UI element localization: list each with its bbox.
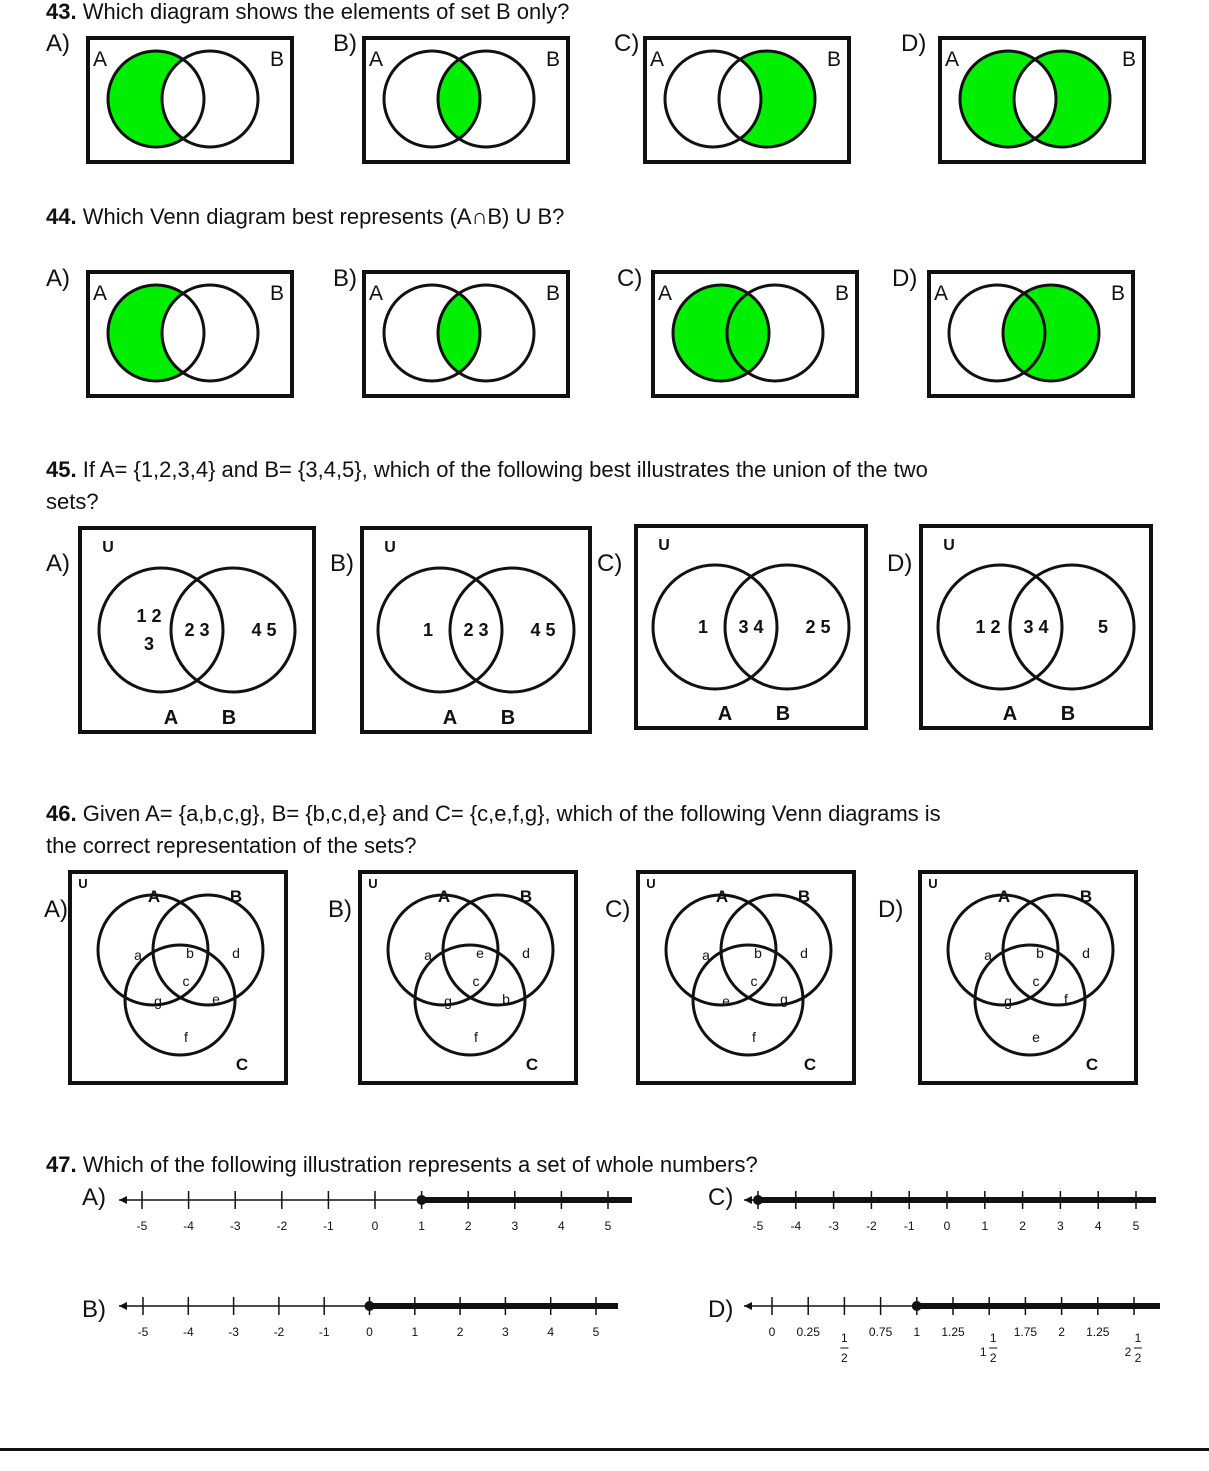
tick-label: 2	[464, 1219, 472, 1233]
tick-label: 1.25	[941, 1325, 965, 1339]
tick-label: 0	[366, 1325, 373, 1339]
tick-label: 1	[979, 1345, 987, 1359]
tick-label: -2	[276, 1219, 288, 1233]
set-b-label: B	[546, 48, 561, 71]
region-ab: e	[476, 945, 484, 961]
region-bc: e	[212, 991, 220, 1007]
region-ab: b	[186, 945, 194, 961]
option-label-c[interactable]: C)	[605, 896, 631, 923]
region-abc: c	[472, 973, 480, 989]
closed-endpoint	[365, 1301, 375, 1311]
region-abc: c	[750, 973, 758, 989]
tick-label: -4	[790, 1219, 802, 1233]
option-label-c[interactable]: C)	[617, 265, 643, 292]
number-line[interactable]	[740, 1292, 1165, 1372]
set-b-label: B	[827, 48, 842, 71]
set-a-label: A	[93, 282, 108, 305]
option-label-c[interactable]: C)	[614, 30, 640, 57]
arrow-left	[744, 1302, 752, 1310]
tick-label: -4	[183, 1219, 194, 1233]
venn-diagram[interactable]	[919, 524, 1153, 730]
set-b-label: B	[835, 282, 850, 305]
set-b-label: B	[775, 703, 791, 725]
set-a-label: A	[437, 887, 451, 906]
venn-diagram[interactable]	[634, 524, 868, 730]
set-b-label: B	[519, 887, 533, 906]
option-label-d[interactable]: D)	[892, 265, 918, 292]
tick-label: 1	[989, 1331, 997, 1345]
option-label-b[interactable]: B)	[82, 1296, 106, 1323]
region-a-only: 3	[143, 634, 155, 654]
tick-label: -5	[137, 1325, 149, 1339]
region-abc: c	[182, 973, 190, 989]
region-abc: c	[1032, 973, 1040, 989]
universe-label: U	[78, 876, 88, 891]
region-a-only: 1 2	[975, 617, 1001, 637]
set-a-label: A	[717, 703, 733, 725]
venn-diagram[interactable]	[86, 270, 294, 398]
set-c-label: C	[1085, 1055, 1099, 1074]
question-47: 47. Which of the following illustration represents a set of whole numbers?	[46, 1152, 758, 1177]
venn-diagram[interactable]	[918, 870, 1138, 1085]
option-label-b[interactable]: B)	[330, 550, 354, 577]
region-c-only: f	[474, 1029, 478, 1045]
option-label-d[interactable]: D)	[887, 550, 913, 577]
universe-label: U	[928, 876, 938, 891]
set-a-label: A	[715, 887, 729, 906]
venn-diagram[interactable]	[636, 870, 856, 1085]
venn-diagram[interactable]	[927, 270, 1135, 398]
tick-label: -4	[182, 1325, 194, 1339]
tick-label: 1	[981, 1219, 989, 1233]
region-intersection: 3 4	[738, 617, 764, 637]
region-ab: b	[1036, 945, 1044, 961]
venn-diagram[interactable]	[358, 870, 578, 1085]
tick-label: 2	[989, 1351, 997, 1365]
tick-label: 5	[592, 1325, 600, 1339]
tick-label: -3	[229, 1219, 241, 1233]
venn-diagram[interactable]	[643, 36, 851, 164]
set-b-label: B	[500, 707, 516, 729]
number-line[interactable]	[115, 1292, 625, 1352]
question-44: 44. Which Venn diagram best represents (A∩B) U B?	[46, 204, 565, 229]
venn-diagram[interactable]	[86, 36, 294, 164]
set-b-label: B	[270, 48, 285, 71]
tick-label: 1	[913, 1325, 921, 1339]
tick-label: 1	[841, 1331, 848, 1345]
venn-diagram[interactable]	[68, 870, 288, 1085]
venn-diagram[interactable]	[651, 270, 859, 398]
tick-label: 2	[1019, 1219, 1026, 1233]
universe-label: U	[658, 537, 670, 554]
region-a-only: a	[702, 947, 710, 963]
option-label-a[interactable]: A)	[46, 550, 70, 577]
arrow-left	[119, 1302, 127, 1310]
set-c-label: C	[525, 1055, 539, 1074]
option-label-a[interactable]: A)	[46, 30, 70, 57]
set-a-label: A	[163, 707, 179, 729]
option-label-c[interactable]: C)	[597, 550, 623, 577]
arrow-left	[744, 1196, 752, 1204]
tick-label: 1	[418, 1219, 425, 1233]
region-b-only: 5	[1097, 617, 1109, 637]
region-ac: g	[444, 993, 452, 1009]
region-ab: b	[754, 945, 762, 961]
set-a-label: A	[369, 48, 384, 71]
universe-label: U	[368, 876, 378, 891]
option-label-d[interactable]: D)	[708, 1296, 734, 1323]
tick-label: 3	[502, 1325, 509, 1339]
region-intersection: 2 3	[463, 620, 489, 640]
universe-label: U	[943, 537, 955, 554]
question-45: 45. If A= {1,2,3,4} and B= {3,4,5}, which of the following best illustrates the union of the two	[46, 457, 928, 482]
set-a-label: A	[934, 282, 949, 305]
region-c-only: f	[184, 1029, 188, 1045]
region-bc: g	[780, 991, 788, 1007]
number-line[interactable]	[115, 1186, 640, 1246]
venn-diagram[interactable]	[360, 526, 592, 734]
set-b-label: B	[270, 282, 285, 305]
tick-label: 1	[411, 1325, 419, 1339]
closed-endpoint	[417, 1195, 427, 1205]
universe-label: U	[384, 539, 396, 556]
option-label-a[interactable]: A)	[46, 265, 70, 292]
question-46-line-2: the correct representation of the sets?	[46, 833, 417, 858]
option-label-b[interactable]: B)	[328, 896, 352, 923]
set-a-label: A	[650, 48, 665, 71]
venn-diagram[interactable]	[78, 526, 316, 734]
tick-label: 2	[456, 1325, 464, 1339]
number-line[interactable]	[740, 1186, 1165, 1246]
tick-label: -2	[273, 1325, 285, 1339]
region-b-only: 4 5	[530, 620, 556, 640]
set-b-label: B	[1111, 282, 1126, 305]
region-b-only: 4 5	[251, 620, 277, 640]
tick-label: 0.25	[796, 1325, 820, 1339]
venn-diagram[interactable]	[938, 36, 1146, 164]
tick-label: 5	[604, 1219, 612, 1233]
tick-label: 0.75	[868, 1325, 893, 1339]
region-bc: b	[502, 991, 510, 1007]
tick-label: 2	[1134, 1351, 1142, 1365]
tick-label: 5	[1132, 1219, 1140, 1233]
set-b-label: B	[797, 887, 811, 906]
universe-label: U	[646, 876, 656, 891]
set-b-label: B	[229, 887, 243, 906]
option-label-d[interactable]: D)	[901, 30, 927, 57]
region-b-only: 2 5	[805, 617, 831, 637]
tick-label: 2	[841, 1351, 848, 1365]
tick-label: 1.75	[1013, 1325, 1038, 1339]
region-a-only: 1	[422, 620, 434, 640]
region-ac: g	[1004, 993, 1012, 1009]
tick-label: -3	[828, 1219, 839, 1233]
tick-label: 1.25	[1086, 1325, 1110, 1339]
set-b-label: B	[221, 707, 237, 729]
question-45-line-2: sets?	[46, 489, 99, 514]
set-a-label: A	[147, 887, 161, 906]
tick-label: -5	[752, 1219, 764, 1233]
tick-label: 2	[1124, 1345, 1132, 1359]
tick-label: 0	[768, 1325, 776, 1339]
option-label-a[interactable]: A)	[44, 896, 68, 923]
option-label-d[interactable]: D)	[878, 896, 904, 923]
region-ac: g	[154, 993, 162, 1009]
region-a-only: 1	[697, 617, 709, 637]
region-intersection: 3 4	[1023, 617, 1049, 637]
tick-label: -1	[318, 1325, 330, 1339]
tick-label: -1	[323, 1219, 334, 1233]
set-a-label: A	[93, 48, 108, 71]
tick-label: -5	[136, 1219, 148, 1233]
region-a-only: a	[424, 947, 432, 963]
region-b-only: d	[1082, 945, 1090, 961]
region-c-only: f	[752, 1029, 756, 1045]
region-a-only: a	[134, 947, 142, 963]
option-label-a[interactable]: A)	[82, 1184, 106, 1211]
region-a-only: 1 2	[136, 606, 162, 626]
tick-label: 0	[943, 1219, 951, 1233]
tick-label: -3	[228, 1325, 239, 1339]
region-intersection: 2 3	[184, 620, 210, 640]
universe-label: U	[102, 539, 114, 556]
tick-label: 3	[511, 1219, 519, 1233]
question-43: 43. Which diagram shows the elements of set B only?	[46, 0, 570, 24]
closed-endpoint	[912, 1301, 922, 1311]
question-46: 46. Given A= {a,b,c,g}, B= {b,c,d,e} and C= {c,e,f,g}, which of the following Venn diagrams is	[46, 801, 941, 826]
tick-label: 4	[1094, 1219, 1102, 1233]
set-b-label: B	[1060, 703, 1076, 725]
tick-label: 4	[558, 1219, 565, 1233]
option-label-b[interactable]: B)	[333, 265, 357, 292]
arrow-left	[119, 1196, 127, 1204]
set-a-label: A	[945, 48, 960, 71]
set-a-label: A	[1002, 703, 1018, 725]
tick-label: 4	[547, 1325, 555, 1339]
option-label-b[interactable]: B)	[333, 30, 357, 57]
option-label-c[interactable]: C)	[708, 1184, 734, 1211]
region-b-only: d	[522, 945, 530, 961]
tick-label: 1	[1134, 1331, 1142, 1345]
set-a-label: A	[369, 282, 384, 305]
set-b-label: B	[1122, 48, 1137, 71]
set-b-label: B	[546, 282, 561, 305]
set-a-label: A	[658, 282, 673, 305]
tick-label: 3	[1057, 1219, 1064, 1233]
page-bottom-rule	[0, 1448, 1209, 1451]
region-b-only: d	[232, 945, 240, 961]
set-a-label: A	[442, 707, 458, 729]
tick-label: -1	[903, 1219, 915, 1233]
set-c-label: C	[235, 1055, 249, 1074]
region-c-only: e	[1032, 1029, 1040, 1045]
venn-diagram[interactable]	[362, 270, 570, 398]
region-ac: e	[722, 993, 730, 1009]
venn-diagram[interactable]	[362, 36, 570, 164]
set-c-label: C	[803, 1055, 817, 1074]
region-a-only: a	[984, 947, 992, 963]
set-a-label: A	[997, 887, 1011, 906]
region-b-only: d	[800, 945, 808, 961]
tick-label: 0	[371, 1219, 379, 1233]
closed-endpoint	[753, 1195, 763, 1205]
set-b-label: B	[1079, 887, 1093, 906]
tick-label: 2	[1058, 1325, 1065, 1339]
tick-label: -2	[866, 1219, 877, 1233]
region-bc: f	[1064, 991, 1068, 1007]
